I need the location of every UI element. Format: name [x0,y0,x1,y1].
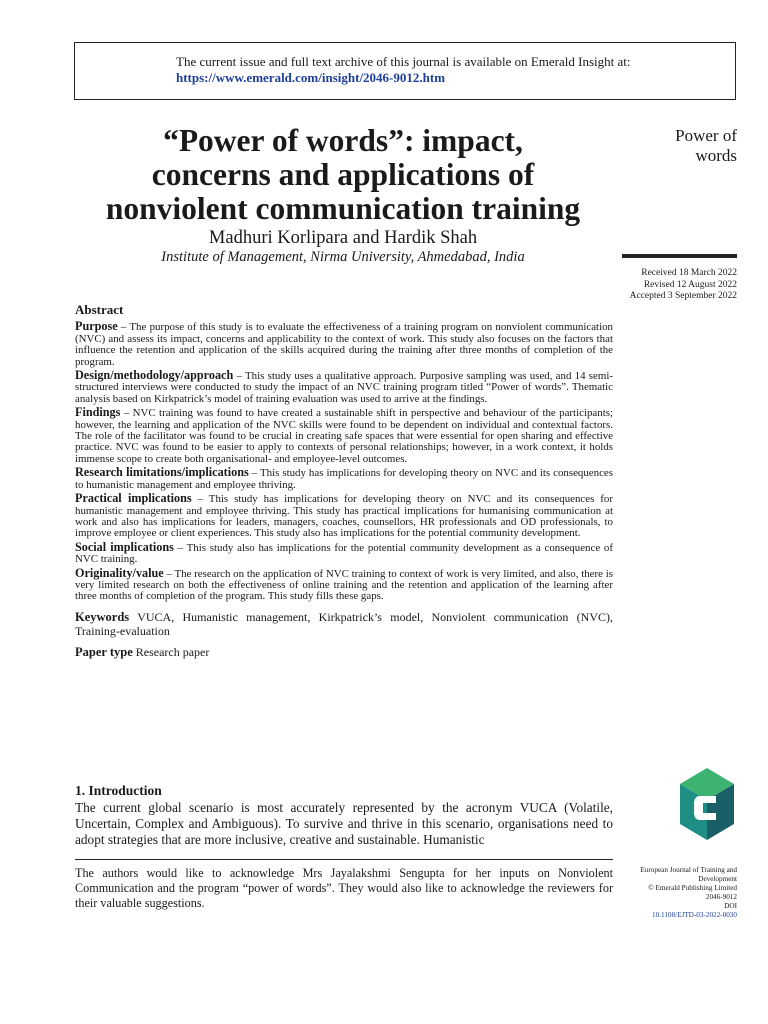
abstract [75,304,613,658]
abstract-text: – This study has implications for developing theory on NVC and its consequences for humanistic management and employee thriving. This study has practical implications for humanising communication at work and also has implications for leaders, managers, coaches, counsellors, HR professionals and OD professionals, to improve employee or client experiences. This study also has implications for the potential community development. [75,493,613,540]
abstract-label: Findings [75,405,121,420]
abstract-text: – NVC training was found to have created a sustainable shift in perspective and behaviour of the participants; however, the learning and application of the NVC skills were found to be dependent on individual and contextual factors. The role of the facilitator was found to be crucial in creating safe spaces that were essential for open sharing and effective practice. NVC was found to be easier to apply to contexts of personal relationships; however, in a work context, it holds immense scope to create both organisational- and employee-level outcomes. [75,407,613,465]
doi-line [606,902,737,920]
keywords-text: VUCA, Humanistic management, Kirkpatrick’s model, Nonviolent communication (NVC), Training-evaluation [75,609,613,638]
abstract-text: – This study also has implications for the potential community development as a consequence of NVC training. [75,541,613,566]
article-dates [600,268,737,303]
paper-type [75,644,613,659]
title-line-1: “Power of words”: impact, [163,123,523,158]
running-head-line-1: Power of [675,126,737,145]
abstract-text: – This study has implications for developing theory on NVC and its consequences to humanistic management and employee thriving. [75,467,613,491]
authors: Madhuri Korlipara and Hardik Shah [208,228,478,248]
introduction [75,783,613,848]
abstract-social-implications [75,539,613,566]
abstract-text: – The purpose of this study is to evaluate the effectiveness of a training program on nonviolent communication (NVC) and assess its impact, concerns and applicability to the context of work. This study also focuses on the factors that influence the retention and application of the skills acquired during the training after three months of completion of the program. [75,321,613,368]
running-head-line-2: words [695,146,737,165]
abstract-purpose [75,321,613,368]
emerald-publishing-logo-icon [676,766,738,842]
introduction-heading: 1. Introduction [75,783,162,798]
accepted-date: Accepted 3 September 2022 [629,291,737,301]
paper-type-label: Paper type [75,644,133,659]
journal-name-line-1: European Journal of Training and [640,866,737,874]
title-line-3: nonviolent communication training [105,191,581,226]
footnote-rule [75,859,613,860]
journal-url-link[interactable]: https://www.emerald.com/insight/2046-9012.htm [176,70,446,85]
running-head [640,126,737,166]
publisher: © Emerald Publishing Limited [648,883,737,892]
abstract-text: – This study uses a qualitative approach. Purposive sampling was used, and 14 semi-structured interviews were conducted to study the impact of an NVC training program titled “Power of words”. Thematic analysis based on Kirkpatrick’s model of training evaluation was used to arrive at the findings. [75,370,613,405]
doi-label: DOI [724,901,737,910]
abstract-label: Practical implications [75,491,192,506]
paper-type-text: Research paper [132,644,210,659]
abstract-label: Social implications [75,539,174,554]
journal-name-line-2: Development [698,874,737,883]
issn: 2046-9012 [705,892,737,901]
article-title [60,124,626,226]
introduction-body: The current global scenario is most accurately represented by the acronym VUCA (Volatile, Uncertain, Complex and Ambiguous). To survive and thrive in this scenario, organisations need to adopt strategies that are more inclusive, creative and sustainable. Humanistic [75,800,613,847]
received-date: Received 18 March 2022 [641,268,737,278]
revised-date: Revised 12 August 2022 [643,279,737,290]
keywords-label: Keywords [75,609,130,624]
margin-rule [622,254,737,258]
abstract-practical-implications [75,493,613,540]
abstract-heading: Abstract [75,302,124,317]
abstract-design [75,370,613,405]
acknowledgement-footnote: The authors would like to acknowledge Mrs Jayalakshmi Sengupta for her inputs on Nonviolent Communication and the program “power of words”. They would also like to acknowledge the reviewers for their valuable suggestions. [75,866,613,910]
abstract-label: Research limitations/implications [75,465,249,480]
abstract-label: Design/methodology/approach [75,368,234,383]
doi-link[interactable]: 10.1108/EJTD-03-2022-0030 [652,910,737,919]
abstract-text: – The research on the application of NVC training to context of work is very limited, and also, there is very limited research on both the effectiveness of online training and the retention and application of the learning after three months of completion of the program. This study fills these gaps. [75,567,613,603]
abstract-originality [75,565,613,603]
journal-info [606,866,737,919]
abstract-label: Purpose [75,319,118,334]
abstract-research-limitations [75,467,613,491]
affiliation: Institute of Management, Nirma University, Ahmedabad, India [161,249,525,265]
title-line-2: concerns and applications of [151,157,535,192]
keywords [75,610,613,638]
abstract-label: Originality/value [75,565,164,580]
archive-notice-text: The current issue and full text archive of this journal is available on Emerald Insight at: [176,54,631,69]
abstract-findings [75,407,613,465]
